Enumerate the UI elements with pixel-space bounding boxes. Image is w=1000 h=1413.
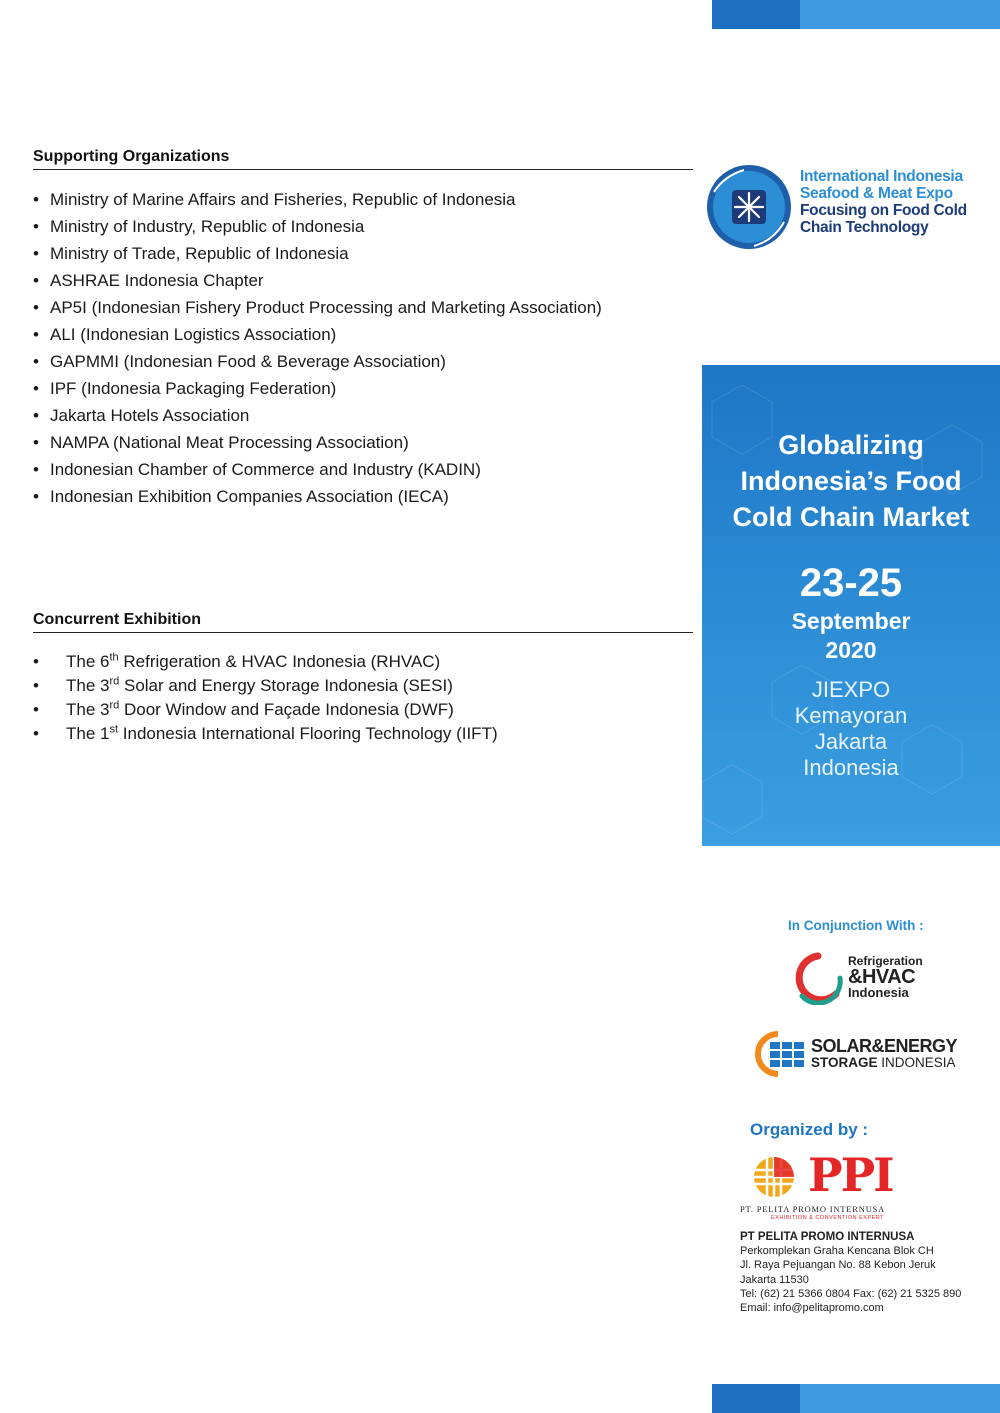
rhvac-logo-text: Refrigeration &HVAC Indonesia (848, 954, 923, 1000)
list-item: • NAMPA (National Meat Processing Association) (33, 431, 602, 458)
event-year: 2020 (825, 637, 877, 663)
list-item: • The 3rd Door Window and Façade Indonesia (DWF) (33, 698, 498, 722)
banner-headline: Globalizing Indonesia’s Food Cold Chain Market (732, 430, 970, 532)
sesi-logo-text: SOLAR&ENERGY STORAGE INDONESIA (811, 1036, 958, 1070)
list-item: • ALI (Indonesian Logistics Association) (33, 323, 602, 350)
expo-logo-text: International Indonesia Seafood & Meat Expo Focusing on Food Cold Chain Technology (800, 168, 967, 236)
list-item: • Ministry of Industry, Republic of Indonesia (33, 215, 602, 242)
list-item: • The 1st Indonesia International Flooring Technology (IIFT) (33, 722, 498, 746)
list-item: • Jakarta Hotels Association (33, 404, 602, 431)
concurrent-exhibition-title: Concurrent Exhibition (33, 611, 693, 633)
event-dates: 23-25 (799, 561, 903, 605)
list-item: • The 6th Refrigeration & HVAC Indonesia (RHVAC) (33, 650, 498, 674)
list-item: • Ministry of Marine Affairs and Fisheries, Republic of Indonesia (33, 188, 602, 215)
list-item: • AP5I (Indonesian Fishery Product Processing and Marketing Association) (33, 296, 602, 323)
event-banner (702, 365, 1000, 846)
organizer-address: PT PELITA PROMO INTERNUSA Perkomplekan Graha Kencana Blok CH Jl. Raya Pejuangan No. 88 Kebon Jeruk Jakarta 11530 Tel: (62) 21 5366 0804 Fax: (62) 21 5325 890 Email: info@pelitapromo.com (740, 1231, 962, 1315)
list-item: • The 3rd Solar and Energy Storage Indonesia (SESI) (33, 674, 498, 698)
list-item: • IPF (Indonesia Packaging Federation) (33, 377, 602, 404)
list-item: • Indonesian Exhibition Companies Association (IECA) (33, 485, 602, 512)
organized-by-label: Organized by : (750, 1120, 869, 1139)
event-venue: JIEXPO Kemayoran Jakarta Indonesia (794, 677, 908, 780)
list-item: • Ministry of Trade, Republic of Indonesia (33, 242, 602, 269)
ppi-logo-text: PPI (808, 1148, 893, 1202)
ppi-tagline: EXHIBITION & CONVENTION EXPERT (771, 1215, 884, 1221)
list-item: • GAPMMI (Indonesian Food & Beverage Association) (33, 350, 602, 377)
solar-panel-logo-icon (752, 1030, 812, 1078)
top-accent-bar (712, 0, 1000, 29)
concurrent-exhibition-list (33, 650, 498, 746)
conjunction-label: In Conjunction With : (788, 918, 924, 933)
supporting-organizations-list (33, 188, 602, 512)
bottom-accent-bar (712, 1384, 1000, 1413)
list-item: • ASHRAE Indonesia Chapter (33, 269, 602, 296)
ppi-company-caption: PT. PELITA PROMO INTERNUSA (740, 1204, 886, 1214)
ppi-globe-logo-icon (752, 1155, 812, 1200)
event-month: September (791, 608, 911, 634)
list-item: • Indonesian Chamber of Commerce and Industry (KADIN) (33, 458, 602, 485)
supporting-organizations-title: Supporting Organizations (33, 148, 693, 170)
